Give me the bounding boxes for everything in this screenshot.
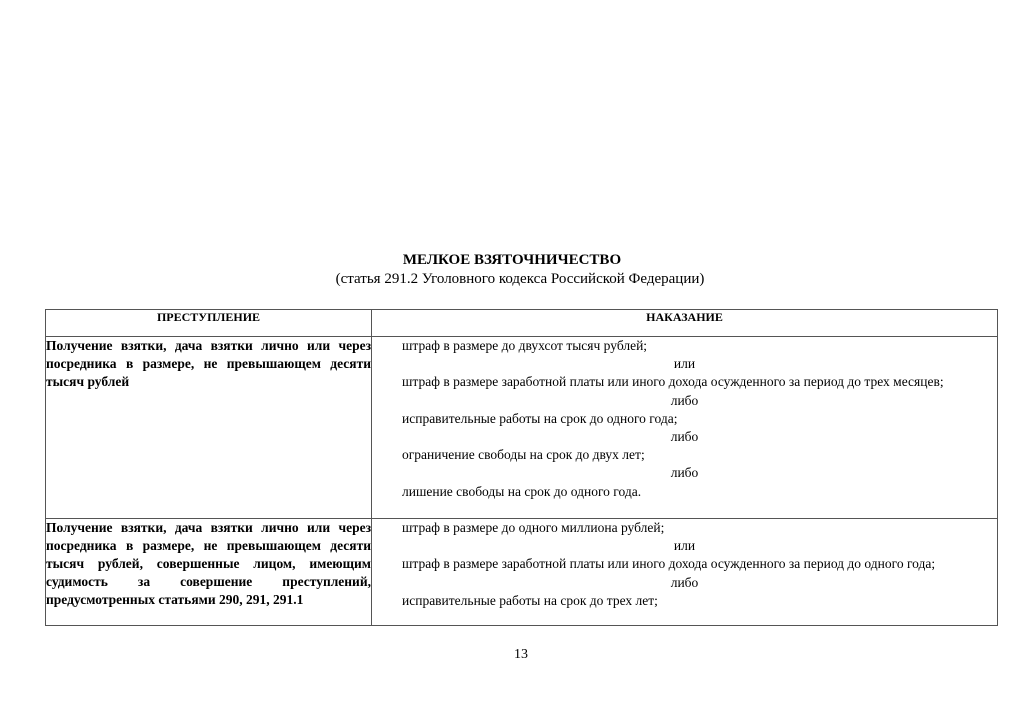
document-subtitle: (статья 291.2 Уголовного кодекса Российской Федерации) xyxy=(335,271,705,287)
document-title: МЕЛКОЕ ВЗЯТОЧНИЧЕСТВО xyxy=(402,252,622,268)
connector-word: либо xyxy=(670,574,699,590)
page-number: 13 xyxy=(514,647,528,662)
connector-word: либо xyxy=(670,429,699,445)
table-header-row xyxy=(46,310,998,337)
punishment-option: ограничение свободы на срок до двух лет; xyxy=(402,447,645,463)
table-row xyxy=(46,337,998,519)
crime-punishment-table xyxy=(45,309,998,626)
punishment-option: штраф в размере заработной платы или иного дохода осужденного за период до одного года; xyxy=(402,556,936,572)
header-crime: ПРЕСТУПЛЕНИЕ xyxy=(46,310,372,337)
punishment-option: лишение свободы на срок до одного года. xyxy=(402,483,642,499)
connector-word: либо xyxy=(670,392,699,408)
punishment-option: штраф в размере до одного миллиона рублей; xyxy=(402,520,665,535)
punishment-cell xyxy=(372,337,998,519)
crime-cell: Получение взятки, дача взятки лично или через посредника в размере, не превышающем десяти тысяч рублей, совершенные лицом, имеющим судимость за совершение преступлений, предусмотренных статьями 290, 291, 291.1 xyxy=(46,519,372,626)
table-row xyxy=(46,519,998,626)
punishment-option: исправительные работы на срок до одного года; xyxy=(402,410,678,426)
connector-word: или xyxy=(673,356,696,372)
crime-cell: Получение взятки, дача взятки лично или через посредника в размере, не превышающем десяти тысяч рублей xyxy=(46,337,372,519)
header-punishment: НАКАЗАНИЕ xyxy=(372,310,998,337)
punishment-option: штраф в размере до двухсот тысяч рублей; xyxy=(402,338,648,353)
connector-word: или xyxy=(673,538,696,554)
punishment-option: исправительные работы на срок до трех лет; xyxy=(402,592,658,608)
connector-word: либо xyxy=(670,465,699,481)
punishment-option: штраф в размере заработной платы или иного дохода осужденного за период до трех месяцев; xyxy=(402,374,944,390)
punishment-cell xyxy=(372,519,998,626)
